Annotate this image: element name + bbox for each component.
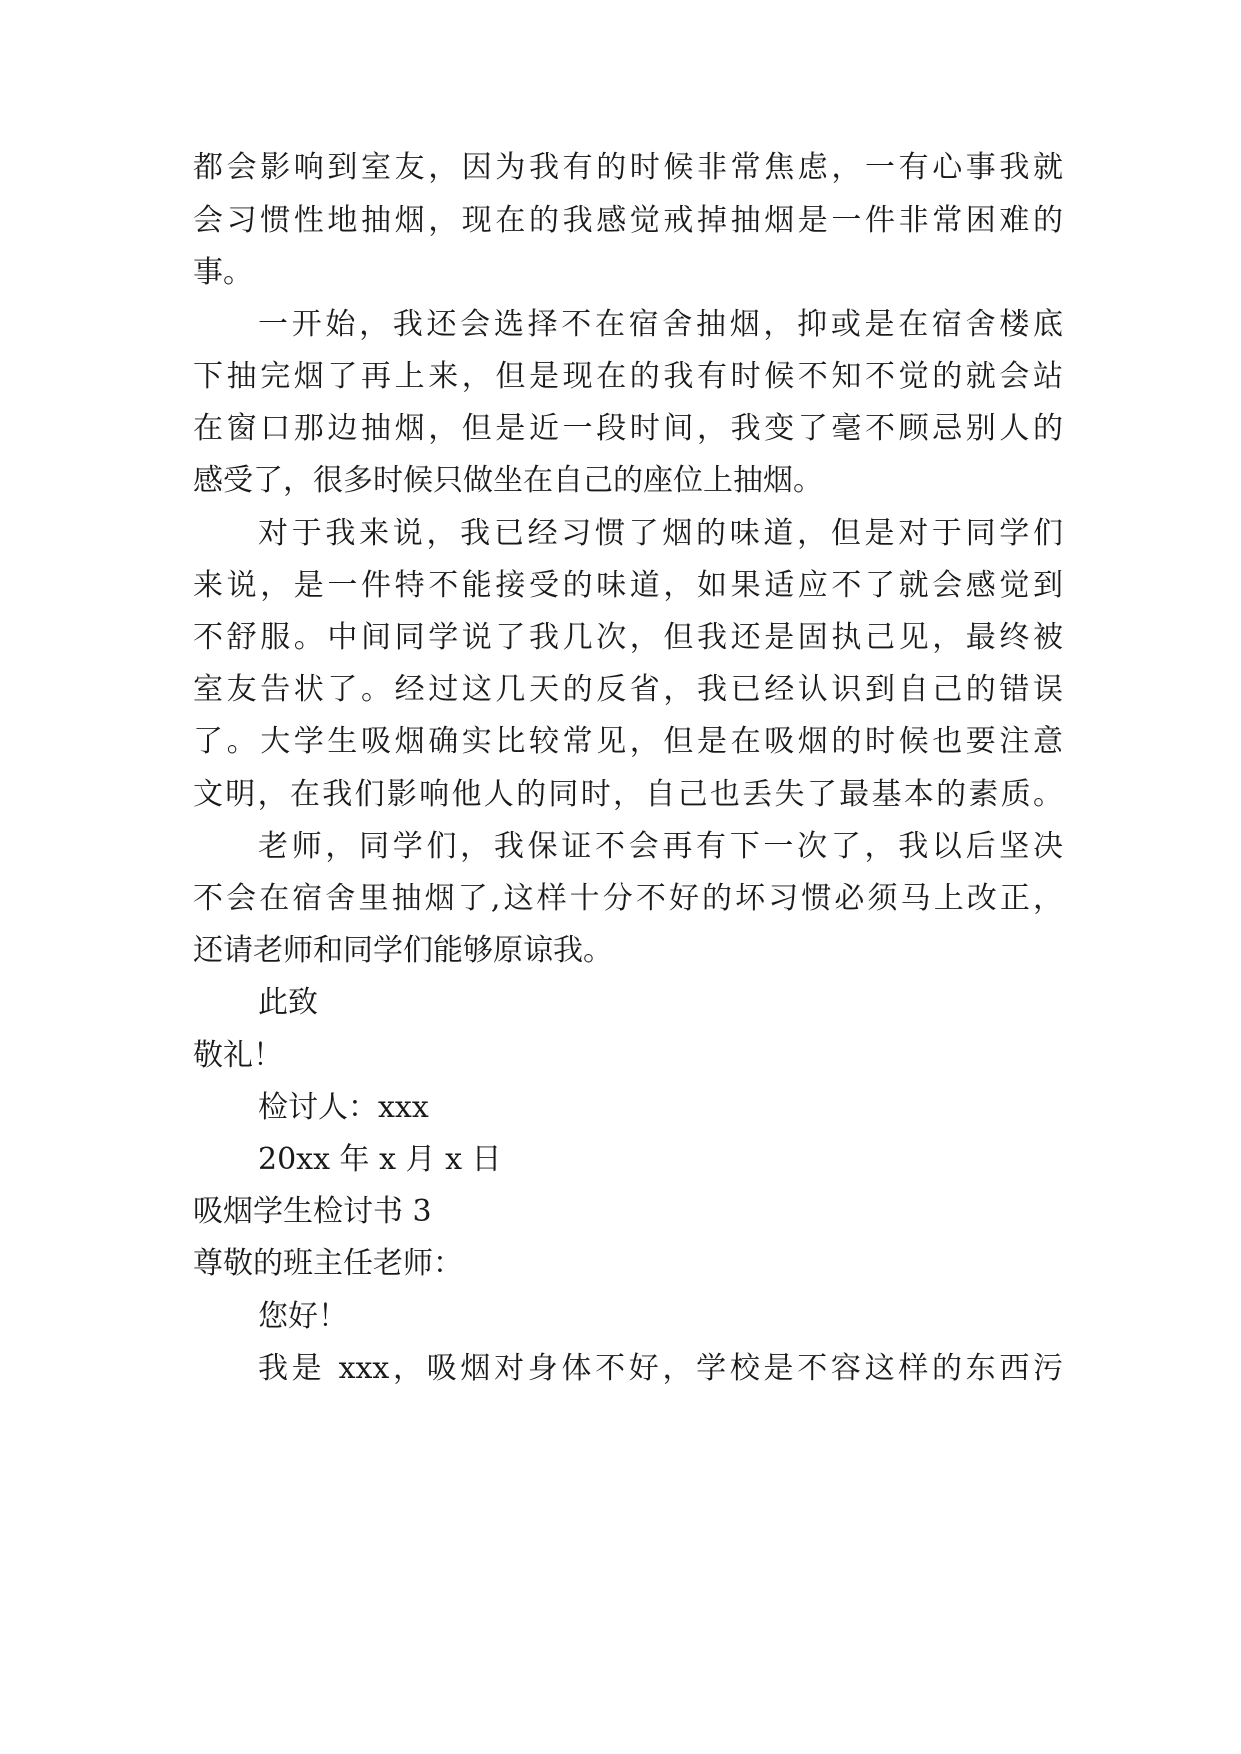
signature-name: 检讨人：xxx (258, 1090, 429, 1125)
closing-regards: 敬礼！ (193, 1038, 283, 1073)
paragraph-line: 不会在宿舍里抽烟了,这样十分不好的坏习惯必须马上改正， (193, 881, 1063, 916)
paragraph-line: 事。 (193, 255, 253, 290)
paragraph-line: 老师，同学们，我保证不会再有下一次了，我以后坚决 (258, 829, 1063, 864)
paragraph-line: 对于我来说，我已经习惯了烟的味道，但是对于同学们 (258, 516, 1063, 551)
paragraph-line: 下抽完烟了再上来，但是现在的我有时候不知不觉的就会站 (193, 359, 1063, 394)
paragraph-line: 一开始，我还会选择不在宿舍抽烟，抑或是在宿舍楼底 (258, 307, 1063, 342)
section-title: 吸烟学生检讨书 3 (193, 1194, 432, 1229)
paragraph-line: 还请老师和同学们能够原谅我。 (193, 933, 613, 968)
paragraph-line: 感受了，很多时候只做坐在自己的座位上抽烟。 (193, 463, 823, 498)
signature-date: 20xx 年 x 月 x 日 (258, 1142, 502, 1177)
paragraph-line: 了。大学生吸烟确实比较常见，但是在吸烟的时候也要注意 (193, 724, 1063, 759)
greeting-addressee: 尊敬的班主任老师： (193, 1246, 463, 1281)
paragraph-line: 来说，是一件特不能接受的味道，如果适应不了就会感觉到 (193, 568, 1063, 603)
paragraph-line: 都会影响到室友，因为我有的时候非常焦虑，一有心事我就 (193, 150, 1063, 185)
paragraph-line: 会习惯性地抽烟，现在的我感觉戒掉抽烟是一件非常困难的 (193, 203, 1063, 238)
paragraph-line: 我是 xxx，吸烟对身体不好，学校是不容这样的东西污 (258, 1351, 1063, 1386)
paragraph-line: 室友告状了。经过这几天的反省，我已经认识到自己的错误 (193, 672, 1063, 707)
closing-salutation: 此致 (258, 985, 318, 1020)
greeting-hello: 您好！ (258, 1299, 348, 1334)
paragraph-line: 在窗口那边抽烟，但是近一段时间，我变了毫不顾忌别人的 (193, 411, 1063, 446)
paragraph-line: 文明，在我们影响他人的同时，自己也丢失了最基本的素质。 (193, 777, 1063, 812)
paragraph-line: 不舒服。中间同学说了我几次，但我还是固执己见，最终被 (193, 620, 1063, 655)
